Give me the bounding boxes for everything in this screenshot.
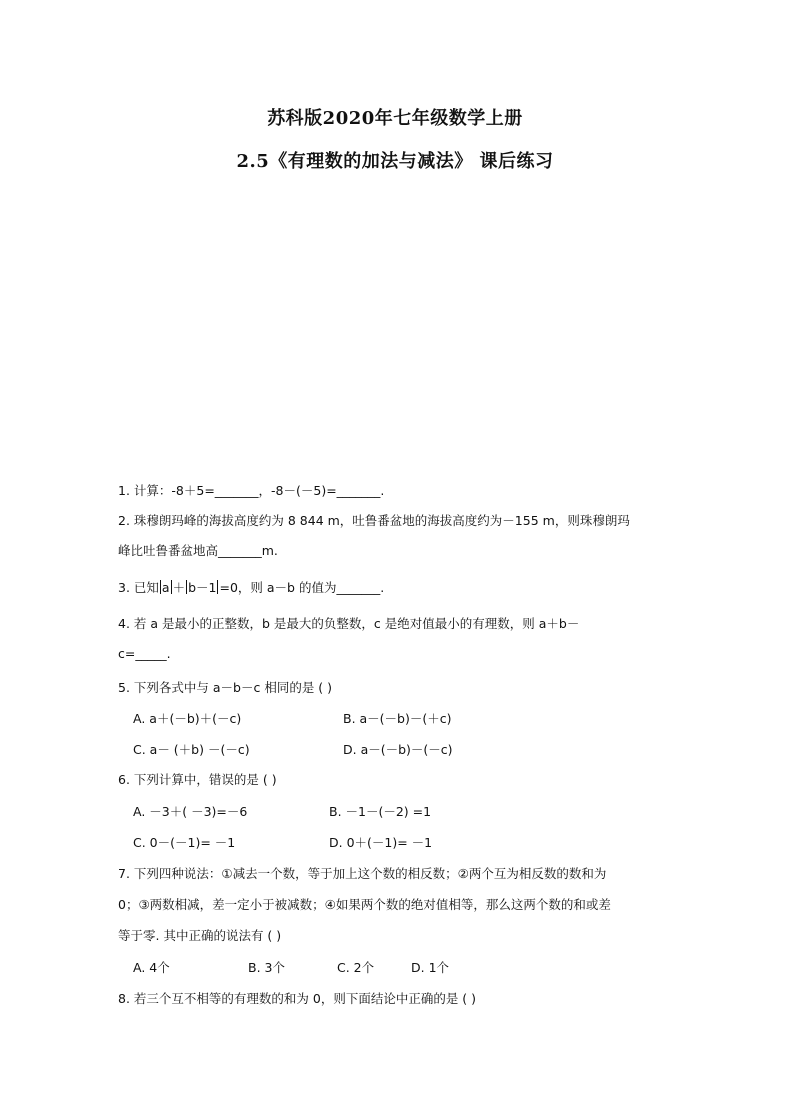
question-5-option-b: B. a－(－b)－(＋c) (343, 711, 452, 726)
question-6-option-a: A. －3＋( －3)=－6 (133, 804, 248, 819)
question-4-line-2: c=_____. (118, 646, 171, 661)
question-7-option-d: D. 1个 (411, 960, 450, 975)
question-3-plus: ＋ (172, 580, 186, 595)
abs-b-value: b－1 (188, 580, 217, 595)
question-5-option-a: A. a＋(－b)＋(－c) (133, 711, 242, 726)
question-3-suffix: =0，则 a－b 的值为_______. (219, 580, 385, 595)
question-7-line-1: 7. 下列四种说法：①减去一个数，等于加上这个数的相反数；②两个互为相反数的数和为 (118, 866, 607, 881)
document-title: 苏科版2020年七年级数学上册 (267, 108, 523, 129)
question-7-line-2: 0；③两数相减，差一定小于被减数；④如果两个数的绝对值相等，那么这两个数的和或差 (118, 897, 611, 912)
abs-b-minus-1 (185, 578, 219, 596)
question-7-option-b: B. 3个 (248, 960, 285, 975)
question-7-option-c: C. 2个 (337, 960, 375, 975)
question-6-option-c: C. 0－(－1)= －1 (133, 835, 236, 850)
question-4-line-1: 4. 若 a 是最小的正整数，b 是最大的负整数，c 是绝对值最小的有理数，则 a＋b－ (118, 616, 580, 631)
question-6-option-d: D. 0＋(－1)= －1 (329, 835, 433, 850)
question-2-line-2: 峰比吐鲁番盆地高_______m. (118, 543, 278, 558)
question-6-option-b: B. －1－(－2) =1 (329, 804, 432, 819)
abs-a-value: a (161, 580, 170, 595)
question-6: 6. 下列计算中，错误的是 ( ) (118, 772, 277, 787)
question-7-line-3: 等于零. 其中正确的说法有 ( ) (118, 928, 282, 943)
question-5: 5. 下列各式中与 a－b－c 相同的是 ( ) (118, 680, 333, 695)
question-1: 1. 计算：-8＋5=_______，-8－(－5)=_______. (118, 483, 385, 498)
question-2-line-1: 2. 珠穆朗玛峰的海拔高度约为 8 844 m，吐鲁番盆地的海拔高度约为－155 m，则珠穆朗玛 (118, 513, 630, 528)
question-3-prefix: 3. 已知 (118, 580, 159, 595)
question-3 (118, 578, 384, 596)
question-5-option-d: D. a－(－b)－(－c) (343, 742, 453, 757)
question-8: 8. 若三个互不相等的有理数的和为 0，则下面结论中正确的是 ( ) (118, 991, 477, 1006)
document-subtitle: 2.5《有理数的加法与减法》 课后练习 (236, 151, 554, 172)
question-5-option-c: C. a－ (＋b) －(－c) (133, 742, 250, 757)
question-7-option-a: A. 4个 (133, 960, 170, 975)
abs-a (159, 580, 173, 595)
